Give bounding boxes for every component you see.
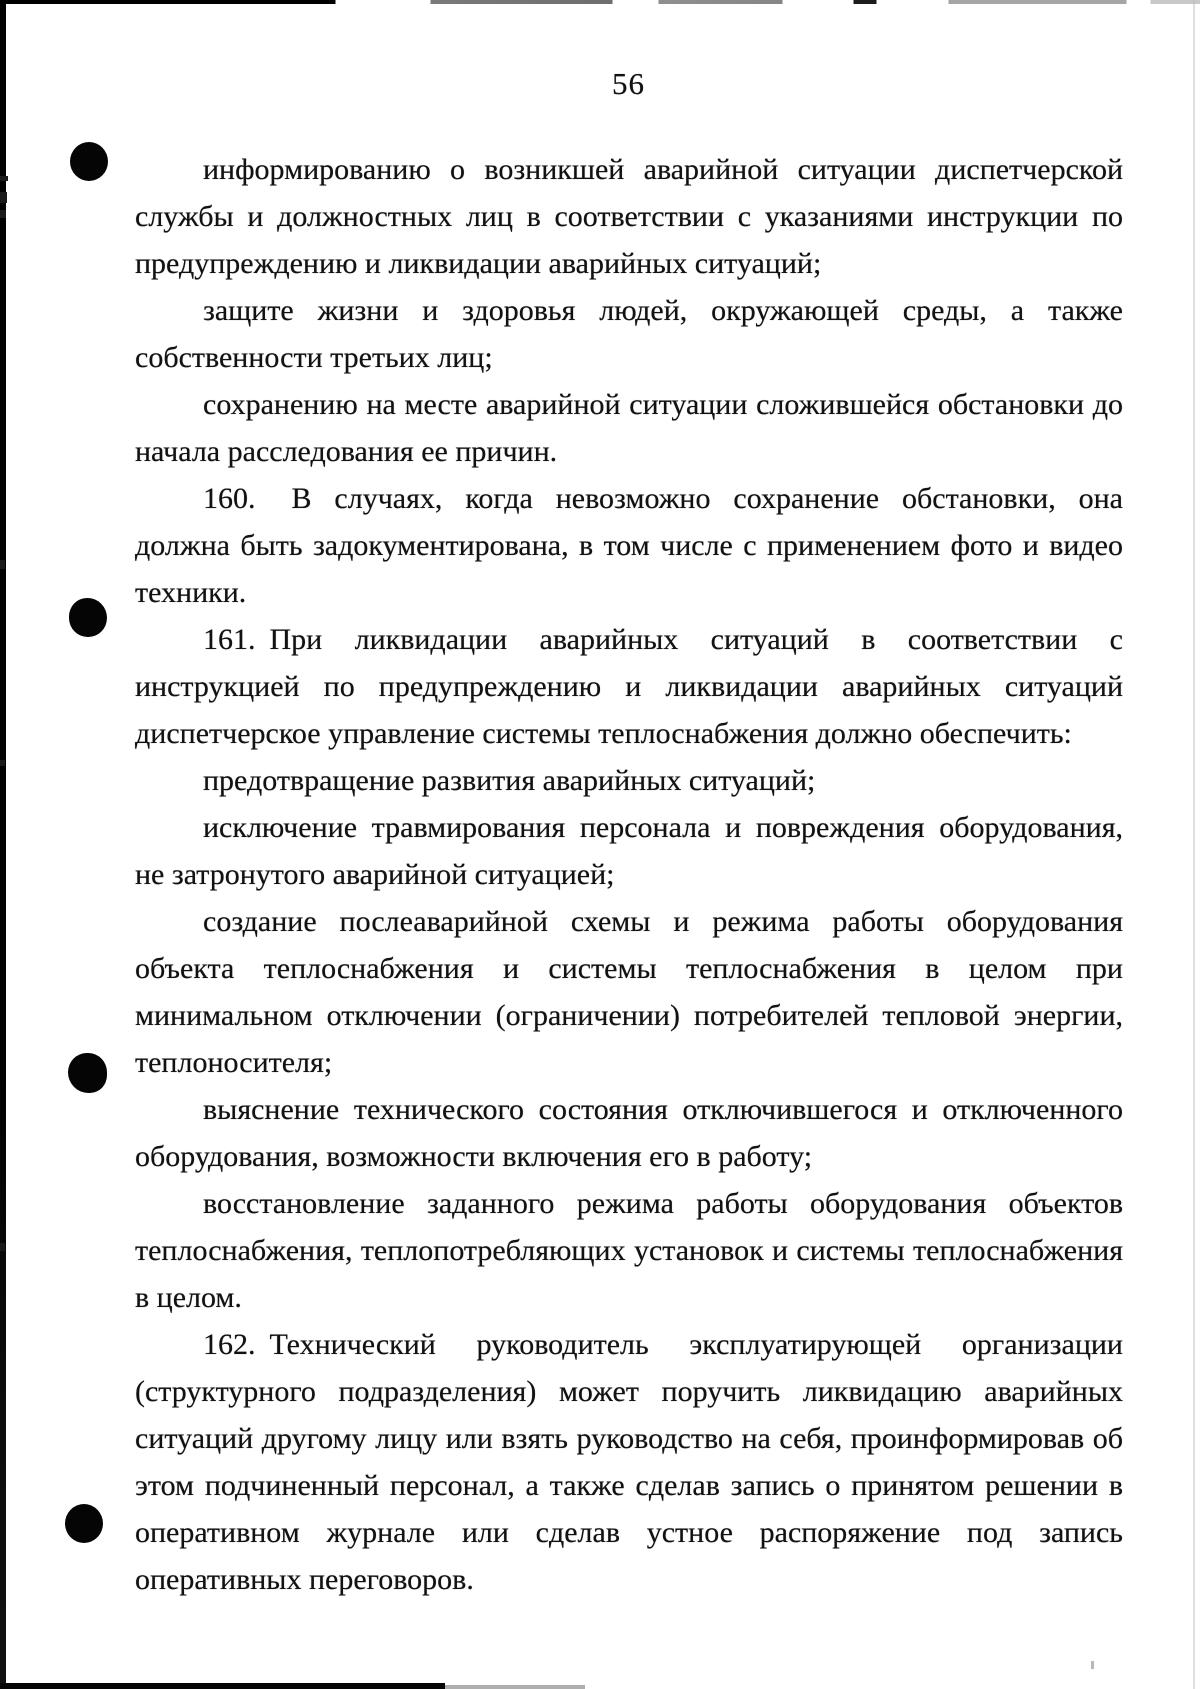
paragraph <box>135 898 1123 1086</box>
paragraph-text: В случаях, когда невозможно сохранение обстановки, она должна быть задокументирована, в том числе с применением фото и видео техники. <box>135 482 1123 609</box>
paragraph-text: восстановление заданного режима работы оборудования объектов теплоснабжения, теплопотребляющих установок и системы теплоснабжения в целом. <box>135 1187 1123 1314</box>
clause-number: 160. <box>203 482 256 515</box>
paragraph-text: защите жизни и здоровья людей, окружающей среды, а также собственности третьих лиц; <box>135 294 1123 374</box>
paragraph-text: сохранению на месте аварийной ситуации сложившейся обстановки до начала расследования ее причин. <box>135 388 1123 468</box>
hole-punch-mark <box>65 1504 103 1543</box>
paragraph <box>135 1180 1123 1321</box>
paragraph <box>135 1086 1123 1180</box>
scan-dash-mark <box>0 560 5 569</box>
scan-dash-mark <box>0 760 5 766</box>
paragraph-text: При ликвидации аварийных ситуаций в соответствии с инструкцией по предупреждению и ликвидации аварийных ситуаций диспетчерское управление системы теплоснабжения должно обеспечить: <box>135 623 1123 750</box>
scan-edge-bottom-fade <box>445 1685 585 1689</box>
paragraph-text: информированию о возникшей аварийной ситуации диспетчерской службы и должностных лиц в соответствии с указаниями инструкции по предупреждению и ликвидации аварийных ситуаций; <box>135 153 1123 280</box>
paragraph-text: Технический руководитель эксплуатирующей организации (структурного подразделения) может поручить ликвидацию аварийных ситуаций другому лицу или взять руководство на себя, проинформировав об этом подчиненный персонал, а также сделав запись о принятом решении в оперативном журнале или сделав устное распоряжение под запись оперативных переговоров. <box>135 1328 1123 1596</box>
paragraph <box>135 287 1123 381</box>
paragraph <box>135 616 1123 757</box>
paragraph-text: создание послеаварийной схемы и режима работы оборудования объекта теплоснабжения и системы теплоснабжения в целом при минимальном отключении (ограничении) потребителей тепловой энергии, теплоносителя; <box>135 905 1123 1079</box>
scan-edge-left <box>0 0 6 1689</box>
scan-edge-right <box>1193 0 1195 1689</box>
scan-dash-mark <box>0 192 7 203</box>
scan-edge-bottom <box>0 1683 445 1689</box>
paragraph <box>135 146 1123 287</box>
scan-dash-mark <box>0 210 6 218</box>
scan-dash-mark <box>0 176 8 181</box>
paragraph <box>135 757 1123 804</box>
paragraph-text: выяснение технического состояния отключившегося и отключенного оборудования, возможности включения его в работу; <box>135 1093 1123 1173</box>
paragraph <box>135 381 1123 475</box>
paragraph <box>135 475 1123 616</box>
hole-punch-mark <box>69 598 107 637</box>
document-body <box>135 146 1123 1603</box>
paragraph <box>135 1321 1123 1603</box>
hole-punch-mark <box>68 1053 107 1093</box>
paragraph-text: исключение травмирования персонала и повреждения оборудования, не затронутого аварийной ситуацией; <box>135 811 1123 891</box>
scan-speck <box>1091 1661 1094 1669</box>
paragraph-text: предотвращение развития аварийных ситуаций; <box>203 764 816 797</box>
page-number: 56 <box>612 66 645 101</box>
hole-punch-mark <box>70 142 108 181</box>
paragraph <box>135 804 1123 898</box>
clause-number: 162. <box>203 1328 256 1361</box>
scan-dash-mark <box>0 1243 5 1251</box>
scan-edge-top <box>0 0 1200 4</box>
clause-number: 161. <box>203 623 256 656</box>
